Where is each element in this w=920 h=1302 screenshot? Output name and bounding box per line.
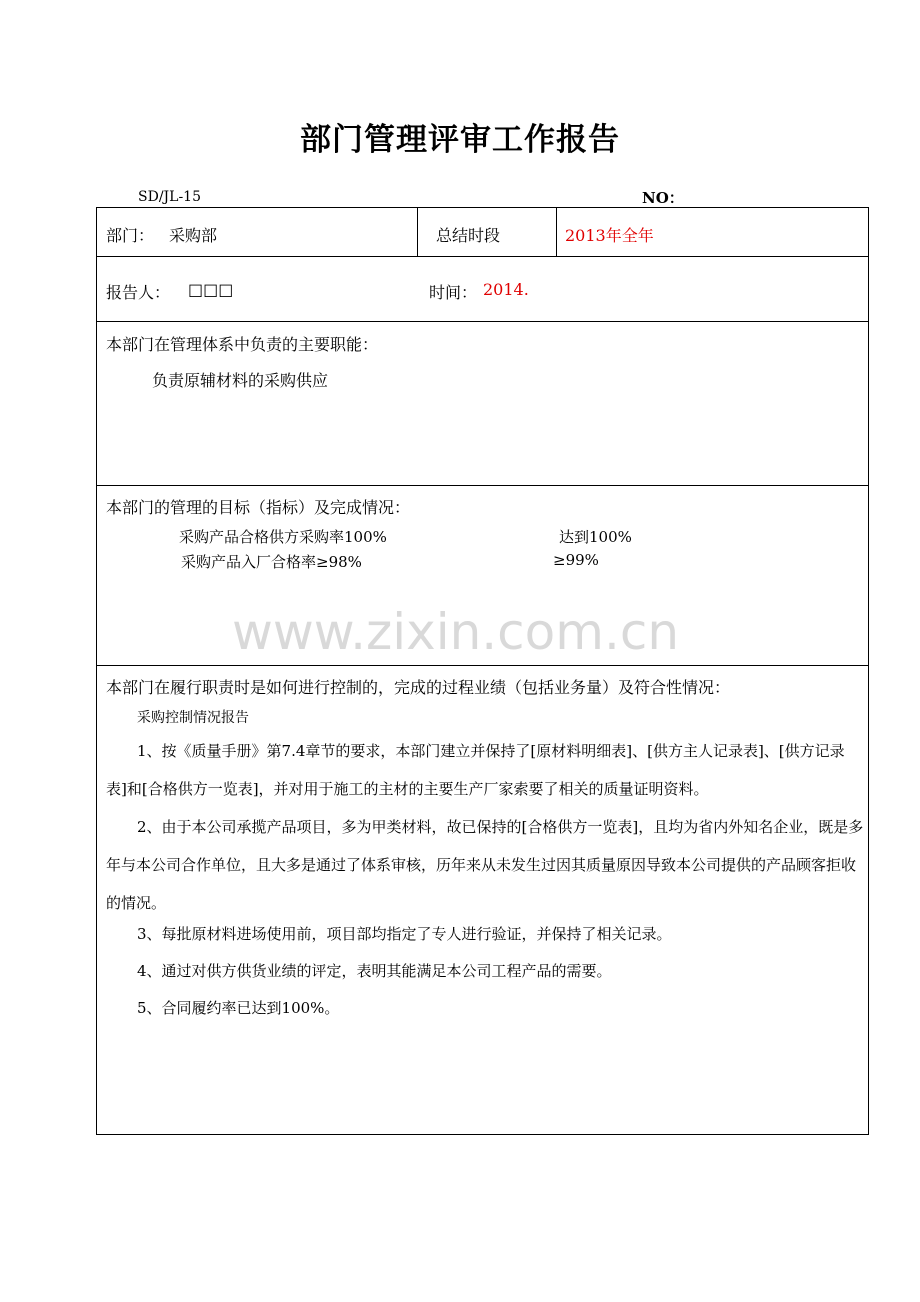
reporter-label: 报告人：	[106, 283, 171, 302]
period-value: 2013年全年	[565, 226, 654, 245]
control-item: 4、通过对供方供货业绩的评定，表明其能满足本公司工程产品的需要。	[137, 962, 612, 980]
control-item: 1、按《质量手册》第7.4章节的要求，本部门建立并保持了[原材料明细表]、[供方主人记录表]、[供方记录表]和[合格供方一览表]，并对用于施工的主材的主要生产厂家索要了相关的质量证明资料。	[106, 742, 845, 798]
watermark: www.zixin.com.cn	[232, 603, 680, 661]
time-value: 2014.	[483, 280, 529, 299]
duties-text: 负责原辅材料的采购供应	[152, 371, 329, 390]
department-label: 部门：	[106, 226, 155, 245]
report-form	[96, 207, 869, 1135]
divider	[97, 256, 868, 257]
target-item: 采购产品合格供方采购率100%	[179, 528, 387, 546]
target-item: 采购产品入厂合格率≥98%	[181, 553, 362, 571]
control-heading: 本部门在履行职责时是如何进行控制的，完成的过程业绩（包括业务量）及符合性情况：	[106, 678, 731, 697]
control-subheading: 采购控制情况报告	[137, 710, 249, 726]
reporter-value: □□□	[188, 280, 234, 299]
divider	[556, 208, 557, 257]
divider	[417, 208, 418, 257]
number-label: NO：	[642, 189, 684, 207]
form-code: SD/JL-15	[138, 189, 201, 205]
control-item: 5、合同履约率已达到100%。	[137, 999, 340, 1017]
divider	[97, 665, 868, 666]
divider	[97, 485, 868, 486]
control-item: 2、由于本公司承揽产品项目，多为甲类材料，故已保持的[合格供方一览表]，且均为省内外知名企业，既是多年与本公司合作单位，且大多是通过了体系审核，历年来从未发生过因其质量原因导致本公司提供的产品顾客拒收的情况。	[106, 818, 864, 912]
page-title: 部门管理评审工作报告	[300, 122, 620, 158]
targets-heading: 本部门的管理的目标（指标）及完成情况：	[106, 498, 411, 517]
period-label: 总结时段	[436, 226, 501, 245]
department-value: 采购部	[169, 226, 218, 245]
divider	[97, 321, 868, 322]
target-result: ≥99%	[553, 551, 599, 569]
control-item: 3、每批原材料进场使用前，项目部均指定了专人进行验证，并保持了相关记录。	[137, 925, 672, 943]
target-result: 达到100%	[559, 528, 632, 546]
time-label: 时间：	[429, 283, 478, 302]
duties-heading: 本部门在管理体系中负责的主要职能：	[106, 335, 379, 354]
